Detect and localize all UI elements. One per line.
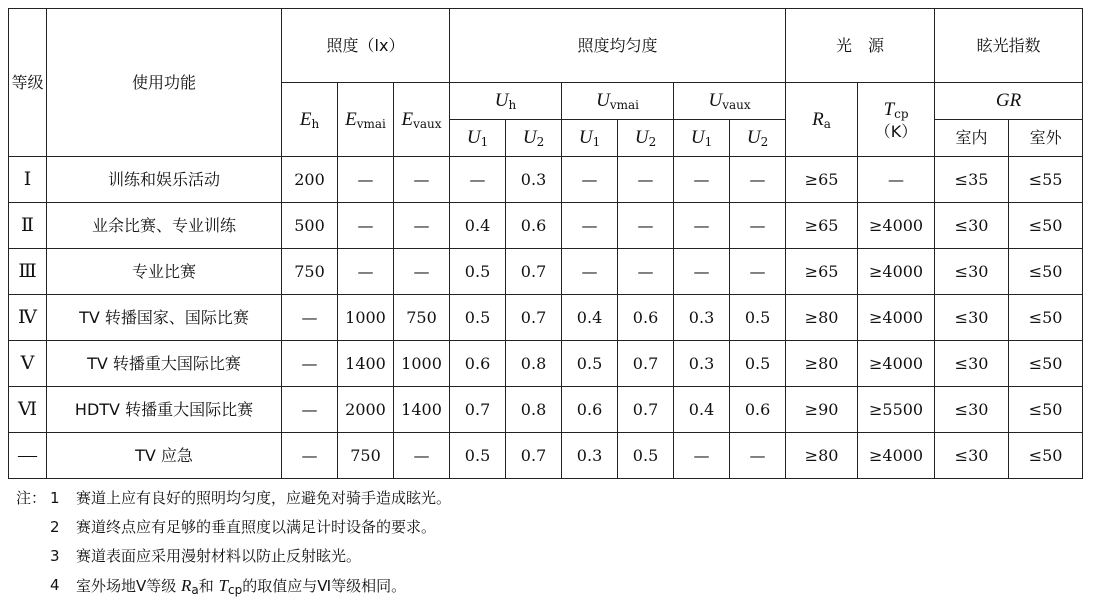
cell-uvmai-u2: 0.6 bbox=[618, 295, 674, 341]
cell-grade: — bbox=[9, 433, 47, 479]
cell-gr-indoor: ≤30 bbox=[935, 203, 1009, 249]
header-uvaux-u2: $U_2$ bbox=[730, 120, 786, 157]
header-uvaux: $U_{vaux}$ bbox=[674, 83, 786, 120]
cell-ra: ≥80 bbox=[786, 295, 858, 341]
note-text: 赛道上应有良好的照明均匀度，应避免对骑手造成眩光。 bbox=[76, 489, 452, 507]
cell-uvaux-u2: 0.6 bbox=[730, 387, 786, 433]
table-row bbox=[9, 295, 1083, 341]
note-item bbox=[16, 513, 451, 542]
cell-function: HDTV 转播重大国际比赛 bbox=[47, 387, 282, 433]
cell-uh-u1: — bbox=[450, 157, 506, 203]
header-glare-index bbox=[935, 9, 1083, 83]
cell-tcp: ≥4000 bbox=[858, 203, 935, 249]
cell-evaux: — bbox=[394, 433, 450, 479]
header-grade: 等级 bbox=[9, 9, 47, 157]
cell-uh-u1: 0.7 bbox=[450, 387, 506, 433]
cell-gr-indoor: ≤30 bbox=[935, 387, 1009, 433]
cell-gr-outdoor: ≤50 bbox=[1009, 387, 1083, 433]
note-item bbox=[16, 484, 451, 513]
cell-gr-outdoor: ≤50 bbox=[1009, 295, 1083, 341]
cell-uvaux-u1: 0.4 bbox=[674, 387, 730, 433]
note-number: 1 bbox=[50, 489, 60, 507]
cell-evmai: 1000 bbox=[338, 295, 394, 341]
cell-uvmai-u1: 0.3 bbox=[562, 433, 618, 479]
header-uniformity: 照度均匀度 bbox=[450, 9, 786, 83]
header-row-1 bbox=[9, 9, 1083, 83]
cell-gr-outdoor: ≤50 bbox=[1009, 203, 1083, 249]
document-page bbox=[8, 8, 1083, 479]
cell-grade: Ⅱ bbox=[9, 203, 47, 249]
cell-evaux: — bbox=[394, 157, 450, 203]
table-row bbox=[9, 387, 1083, 433]
note-number: 4 bbox=[50, 576, 60, 594]
cell-uvmai-u1: 0.4 bbox=[562, 295, 618, 341]
cell-gr-outdoor: ≤50 bbox=[1009, 433, 1083, 479]
cell-uvaux-u1: — bbox=[674, 157, 730, 203]
cell-uvaux-u1: — bbox=[674, 203, 730, 249]
cell-ra: ≥65 bbox=[786, 157, 858, 203]
cell-evmai: 1400 bbox=[338, 341, 394, 387]
cell-function: 业余比赛、专业训练 bbox=[47, 203, 282, 249]
cell-ra: ≥65 bbox=[786, 203, 858, 249]
cell-gr-outdoor: ≤50 bbox=[1009, 249, 1083, 295]
header-tcp: $T_{cp}$ （K） bbox=[858, 83, 935, 157]
cell-uh-u2: 0.7 bbox=[506, 295, 562, 341]
header-gr: GR bbox=[935, 83, 1083, 120]
cell-uvmai-u2: 0.7 bbox=[618, 387, 674, 433]
cell-tcp: — bbox=[858, 157, 935, 203]
cell-uvmai-u1: 0.6 bbox=[562, 387, 618, 433]
header-tcp-unit: （K） bbox=[874, 121, 918, 141]
cell-eh: — bbox=[282, 341, 338, 387]
header-uh: $U_h$ bbox=[450, 83, 562, 120]
note-item bbox=[16, 571, 451, 605]
header-ra: $R_a$ bbox=[786, 83, 858, 157]
cell-uvaux-u1: 0.3 bbox=[674, 295, 730, 341]
cell-eh: 750 bbox=[282, 249, 338, 295]
header-uvmai-u1: $U_1$ bbox=[562, 120, 618, 157]
header-function: 使用功能 bbox=[47, 9, 282, 157]
table-notes bbox=[16, 484, 451, 605]
cell-uh-u1: 0.5 bbox=[450, 433, 506, 479]
header-uh-u1: $U_1$ bbox=[450, 120, 506, 157]
cell-uh-u2: 0.3 bbox=[506, 157, 562, 203]
header-outdoor: 室外 bbox=[1009, 120, 1083, 157]
cell-tcp: ≥4000 bbox=[858, 341, 935, 387]
header-uvmai: $U_{vmai}$ bbox=[562, 83, 674, 120]
note-text: 室外场地Ⅴ等级 $R_a$和 $T_{cp}$的取值应与Ⅵ等级相同。 bbox=[76, 576, 407, 597]
cell-ra: ≥90 bbox=[786, 387, 858, 433]
note-item bbox=[16, 542, 451, 571]
cell-gr-indoor: ≤30 bbox=[935, 341, 1009, 387]
cell-tcp: ≥4000 bbox=[858, 433, 935, 479]
header-uvmai-u2: $U_2$ bbox=[618, 120, 674, 157]
cell-function: TV 转播重大国际比赛 bbox=[47, 341, 282, 387]
cell-tcp: ≥4000 bbox=[858, 295, 935, 341]
cell-ra: ≥65 bbox=[786, 249, 858, 295]
cell-uvaux-u2: — bbox=[730, 249, 786, 295]
cell-grade: Ⅴ bbox=[9, 341, 47, 387]
table-row bbox=[9, 341, 1083, 387]
header-uvaux-u1: $U_1$ bbox=[674, 120, 730, 157]
cell-function: TV 应急 bbox=[47, 433, 282, 479]
cell-uh-u2: 0.8 bbox=[506, 341, 562, 387]
note-number: 2 bbox=[50, 518, 60, 536]
cell-uvmai-u2: 0.5 bbox=[618, 433, 674, 479]
cell-uh-u2: 0.6 bbox=[506, 203, 562, 249]
cell-ra: ≥80 bbox=[786, 341, 858, 387]
cell-uvmai-u2: — bbox=[618, 203, 674, 249]
cell-tcp: ≥5500 bbox=[858, 387, 935, 433]
cell-uvmai-u2: — bbox=[618, 157, 674, 203]
header-evaux: $E_{vaux}$ bbox=[394, 83, 450, 157]
table-row bbox=[9, 157, 1083, 203]
cell-uvmai-u1: — bbox=[562, 203, 618, 249]
cell-gr-indoor: ≤35 bbox=[935, 157, 1009, 203]
cell-eh: — bbox=[282, 387, 338, 433]
note-text: 赛道终点应有足够的垂直照度以满足计时设备的要求。 bbox=[76, 518, 437, 536]
cell-eh: — bbox=[282, 433, 338, 479]
cell-evaux: — bbox=[394, 203, 450, 249]
cell-evaux: 1000 bbox=[394, 341, 450, 387]
header-illuminance: 照度（lx） bbox=[282, 9, 450, 83]
cell-grade: Ⅵ bbox=[9, 387, 47, 433]
cell-gr-indoor: ≤30 bbox=[935, 295, 1009, 341]
cell-eh: 200 bbox=[282, 157, 338, 203]
cell-uvmai-u1: 0.5 bbox=[562, 341, 618, 387]
notes-label: 注： bbox=[16, 489, 47, 507]
note-text: 赛道表面应采用漫射材料以防止反射眩光。 bbox=[76, 547, 362, 565]
cell-evmai: — bbox=[338, 203, 394, 249]
header-indoor: 室内 bbox=[935, 120, 1009, 157]
cell-uh-u2: 0.8 bbox=[506, 387, 562, 433]
cell-grade: Ⅰ bbox=[9, 157, 47, 203]
cell-uvaux-u2: — bbox=[730, 203, 786, 249]
cell-eh: — bbox=[282, 295, 338, 341]
cell-uvaux-u2: — bbox=[730, 433, 786, 479]
cell-uh-u2: 0.7 bbox=[506, 433, 562, 479]
cell-evmai: 750 bbox=[338, 433, 394, 479]
cell-uh-u1: 0.6 bbox=[450, 341, 506, 387]
cell-uh-u2: 0.7 bbox=[506, 249, 562, 295]
header-glare-index-text: 眩光指数 bbox=[976, 35, 1041, 55]
header-eh: $E_h$ bbox=[282, 83, 338, 157]
note-number: 3 bbox=[50, 547, 60, 565]
cell-gr-outdoor: ≤55 bbox=[1009, 157, 1083, 203]
cell-function: 训练和娱乐活动 bbox=[47, 157, 282, 203]
cell-grade: Ⅳ bbox=[9, 295, 47, 341]
header-evmai: $E_{vmai}$ bbox=[338, 83, 394, 157]
cell-gr-indoor: ≤30 bbox=[935, 433, 1009, 479]
cell-uh-u1: 0.5 bbox=[450, 249, 506, 295]
cell-evmai: — bbox=[338, 157, 394, 203]
cell-eh: 500 bbox=[282, 203, 338, 249]
cell-function: TV 转播国家、国际比赛 bbox=[47, 295, 282, 341]
header-light-source: 光 源 bbox=[786, 9, 935, 83]
cell-ra: ≥80 bbox=[786, 433, 858, 479]
cell-uvaux-u2: — bbox=[730, 157, 786, 203]
cell-evmai: 2000 bbox=[338, 387, 394, 433]
cell-uvmai-u2: — bbox=[618, 249, 674, 295]
table-row bbox=[9, 433, 1083, 479]
cell-tcp: ≥4000 bbox=[858, 249, 935, 295]
cell-uvmai-u1: — bbox=[562, 249, 618, 295]
lighting-standard-table bbox=[8, 8, 1083, 479]
cell-function: 专业比赛 bbox=[47, 249, 282, 295]
cell-evmai: — bbox=[338, 249, 394, 295]
cell-uvmai-u1: — bbox=[562, 157, 618, 203]
cell-evaux: — bbox=[394, 249, 450, 295]
cell-gr-outdoor: ≤50 bbox=[1009, 341, 1083, 387]
cell-uh-u1: 0.4 bbox=[450, 203, 506, 249]
table-row bbox=[9, 203, 1083, 249]
table-row bbox=[9, 249, 1083, 295]
cell-gr-indoor: ≤30 bbox=[935, 249, 1009, 295]
header-uh-u2: $U_2$ bbox=[506, 120, 562, 157]
cell-uvmai-u2: 0.7 bbox=[618, 341, 674, 387]
cell-uvaux-u1: — bbox=[674, 249, 730, 295]
cell-uvaux-u1: 0.3 bbox=[674, 341, 730, 387]
cell-uh-u1: 0.5 bbox=[450, 295, 506, 341]
cell-uvaux-u2: 0.5 bbox=[730, 295, 786, 341]
cell-grade: Ⅲ bbox=[9, 249, 47, 295]
cell-uvaux-u1: — bbox=[674, 433, 730, 479]
cell-uvaux-u2: 0.5 bbox=[730, 341, 786, 387]
cell-evaux: 1400 bbox=[394, 387, 450, 433]
cell-evaux: 750 bbox=[394, 295, 450, 341]
